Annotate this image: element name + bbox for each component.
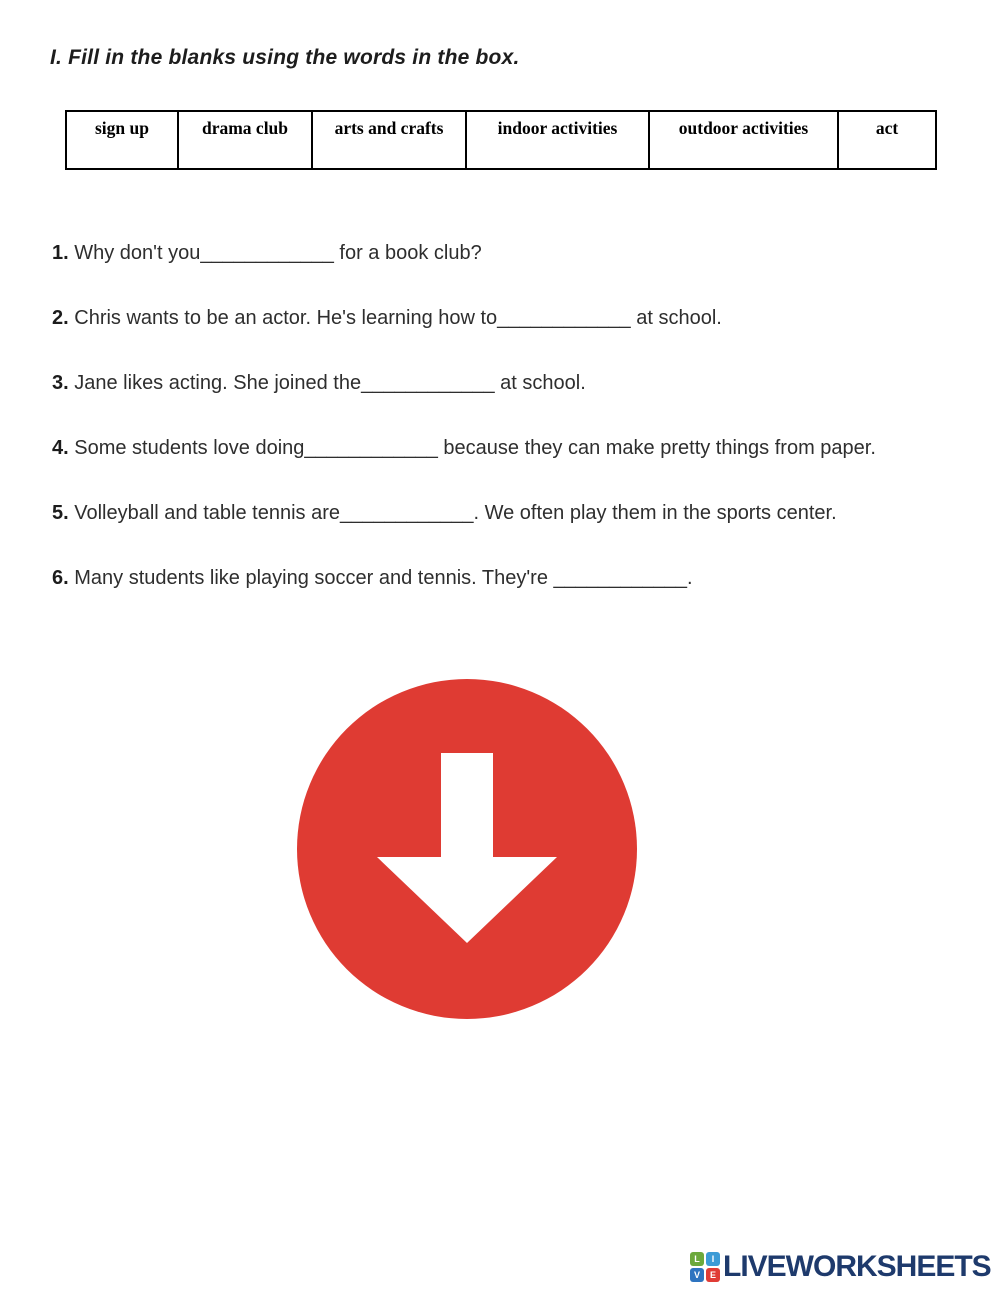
sentence-text: Why don't you____________ for a book club? <box>74 242 482 264</box>
sentence-item-5 <box>52 491 949 536</box>
down-arrow-circle-icon <box>297 679 637 1019</box>
logo-square-i: I <box>706 1252 720 1266</box>
liveworksheets-logo[interactable] <box>690 1250 991 1284</box>
sentence-item-3 <box>52 361 949 406</box>
sentence-text: Chris wants to be an actor. He's learning how to____________ at school. <box>74 307 722 329</box>
word-box-cell: act <box>838 111 936 169</box>
sentence-number: 4. <box>52 437 69 459</box>
exercise-title: I. Fill in the blanks using the words in the box. <box>50 46 520 69</box>
sentence-list <box>52 231 949 621</box>
brand-name: LIVEWORKSHEETS <box>723 1250 991 1283</box>
word-box-cell: indoor activities <box>466 111 649 169</box>
sentence-item-1 <box>52 231 949 276</box>
logo-square-e: E <box>706 1268 720 1282</box>
sentence-item-6 <box>52 556 949 601</box>
liveworksheets-logo-icon <box>690 1252 720 1282</box>
sentence-number: 3. <box>52 372 69 394</box>
sentence-number: 5. <box>52 502 69 524</box>
sentence-text: Jane likes acting. She joined the____________ at school. <box>74 372 586 394</box>
word-box-row <box>66 111 936 169</box>
sentence-item-2 <box>52 296 949 341</box>
logo-square-v: V <box>690 1268 704 1282</box>
sentence-number: 2. <box>52 307 69 329</box>
word-box-table <box>65 110 937 170</box>
word-box-cell: drama club <box>178 111 312 169</box>
sentence-number: 1. <box>52 242 69 264</box>
down-arrow-shape <box>377 753 557 943</box>
word-box-cell: outdoor activities <box>649 111 838 169</box>
sentence-text: Volleyball and table tennis are____________. We often play them in the sports center. <box>74 502 837 524</box>
sentence-item-4 <box>52 426 949 471</box>
sentence-text: Some students love doing____________ because they can make pretty things from paper. <box>74 437 876 459</box>
down-arrow-icon <box>297 679 637 1019</box>
word-box-cell: sign up <box>66 111 178 169</box>
logo-square-l: L <box>690 1252 704 1266</box>
sentence-text: Many students like playing soccer and tennis. They're ____________. <box>74 567 693 589</box>
word-box-cell: arts and crafts <box>312 111 466 169</box>
sentence-number: 6. <box>52 567 69 589</box>
